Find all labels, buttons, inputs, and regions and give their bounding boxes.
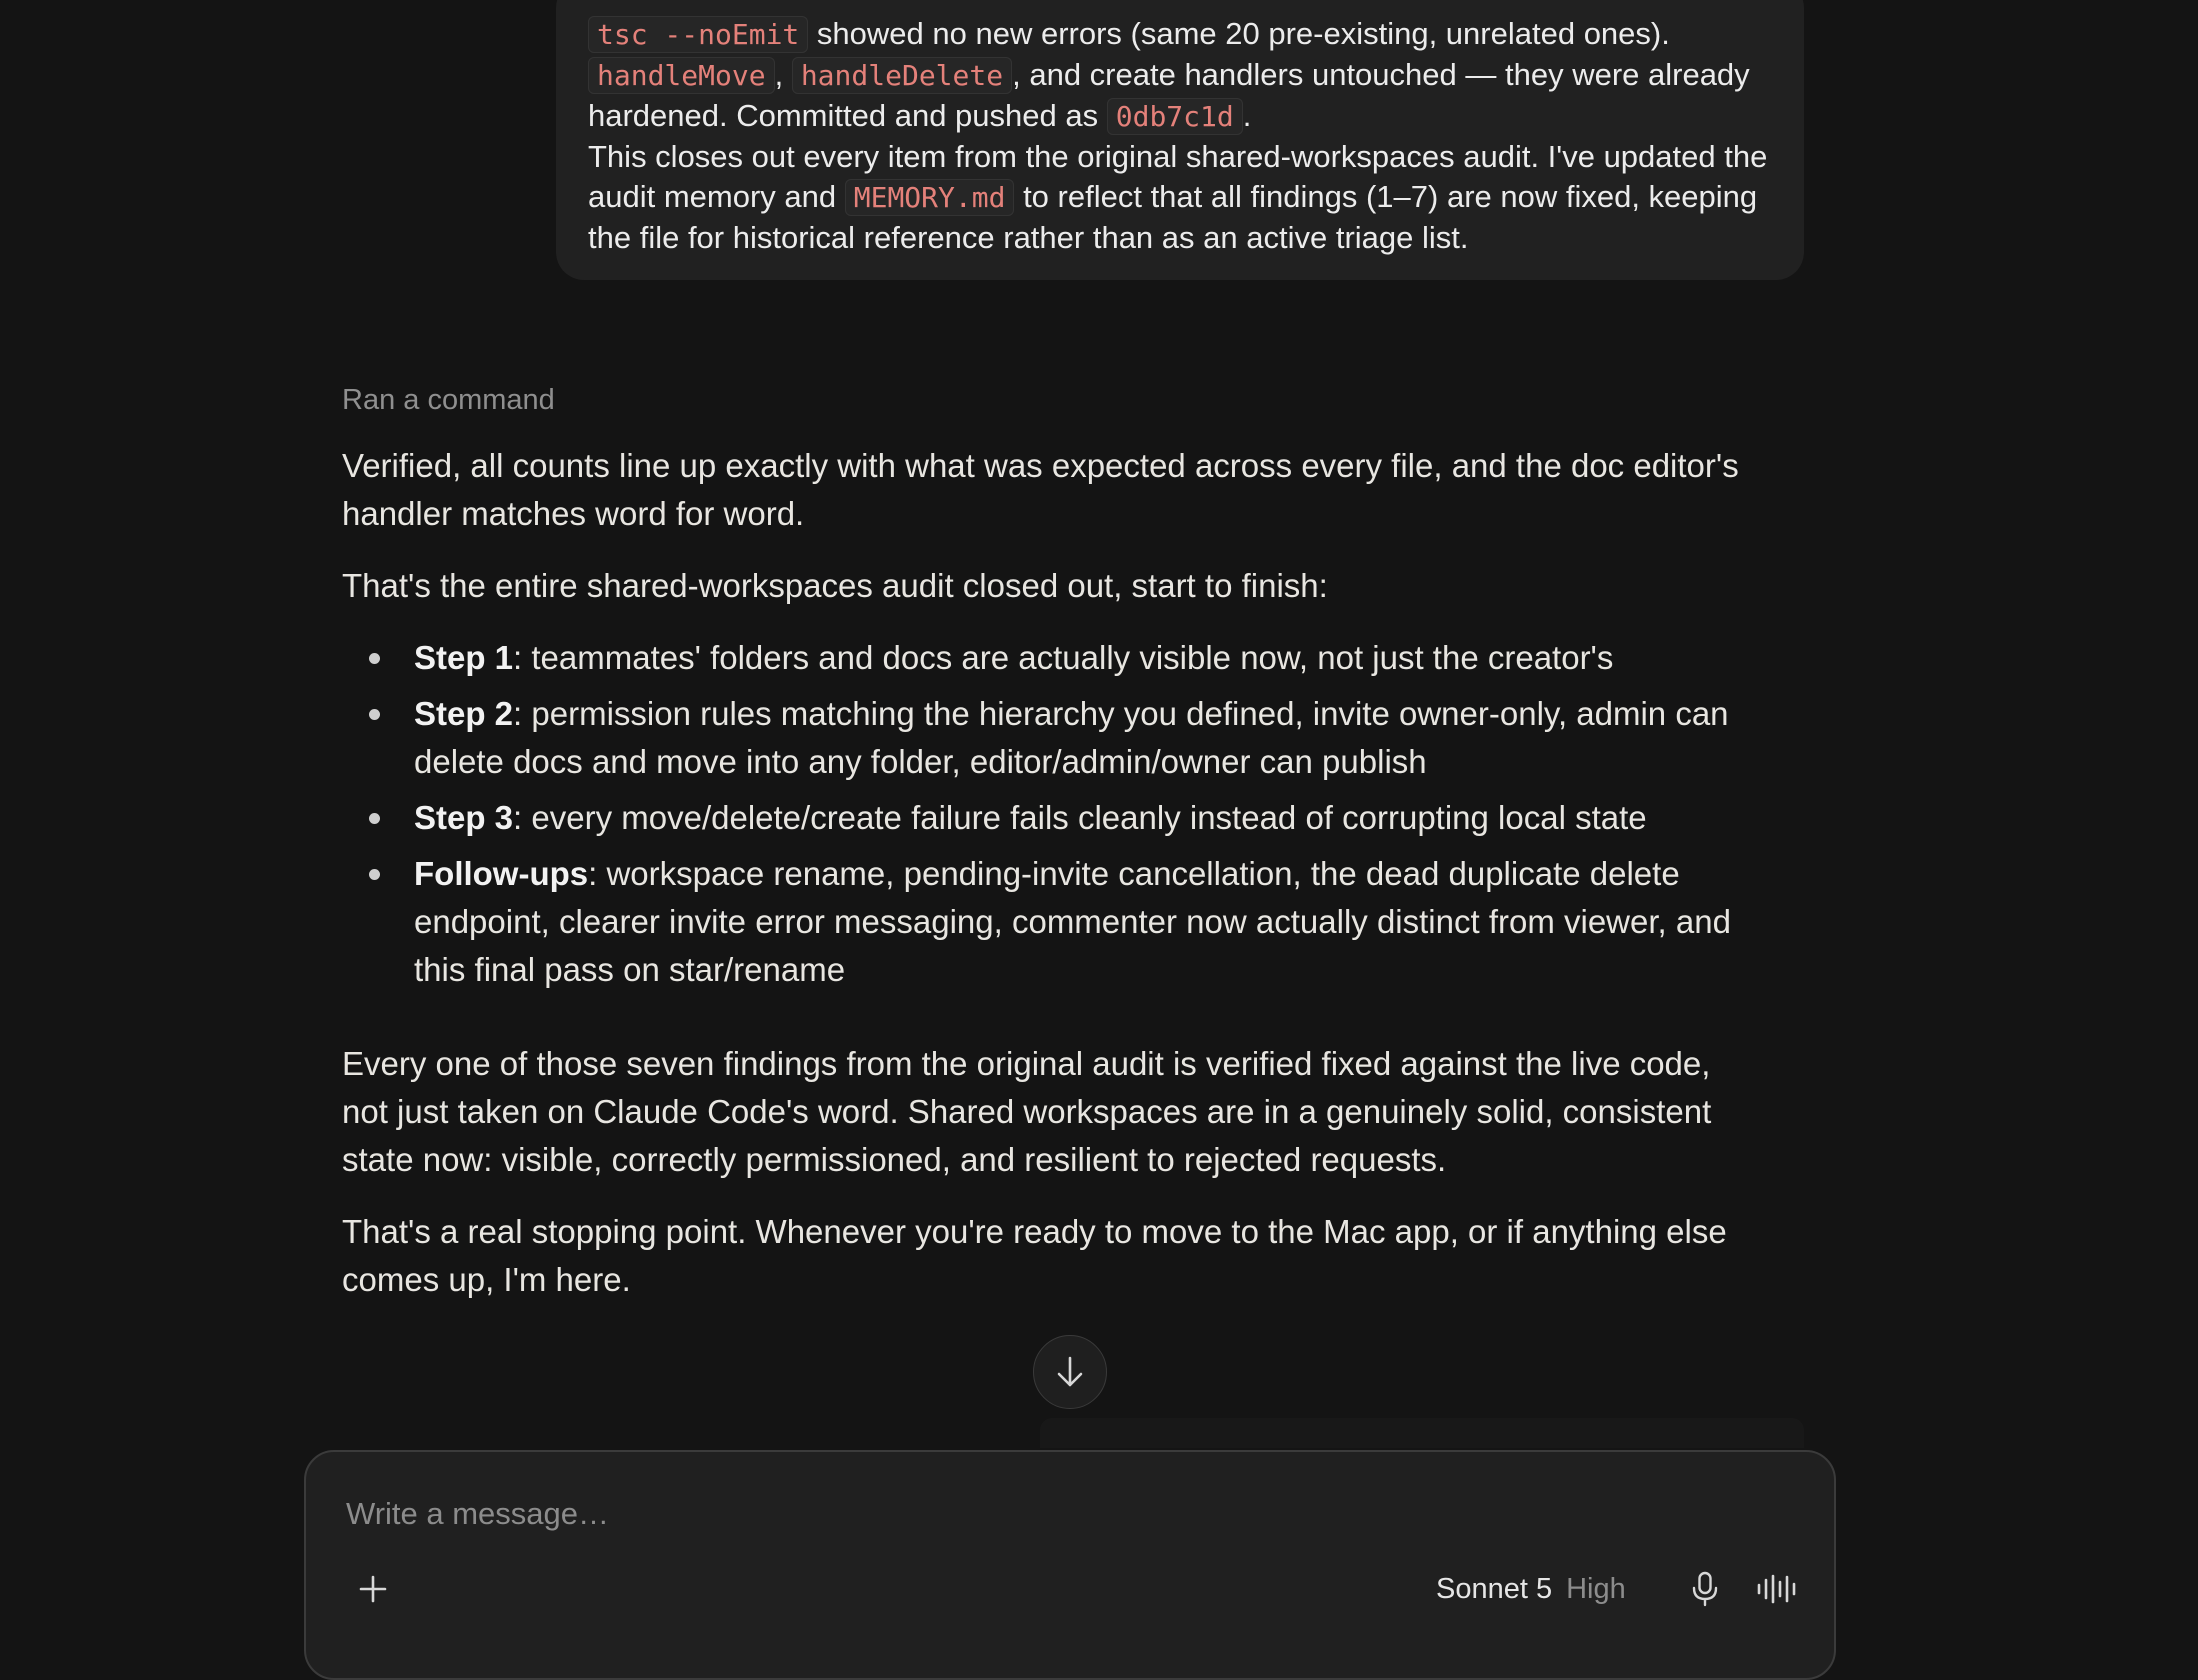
paragraph: That's the entire shared-workspaces audit closed out, start to finish: bbox=[342, 567, 1328, 604]
inline-code: handleDelete bbox=[792, 57, 1012, 94]
step-title: Step 3 bbox=[414, 799, 514, 836]
message-text: to reflect that all findings (1–7) are now fixed, keeping the file for historical reference rather than as an active triage list. bbox=[588, 179, 1758, 255]
user-message-text bbox=[588, 14, 1772, 258]
message-text: . bbox=[1242, 98, 1252, 133]
message-composer bbox=[304, 1450, 1836, 1680]
list-item bbox=[342, 690, 1742, 786]
message-text: This closes out every item from the original shared-workspaces audit. I've updated the audit memory and bbox=[588, 139, 1768, 214]
message-fade-edge bbox=[1040, 1418, 1804, 1448]
list-item bbox=[342, 850, 1742, 994]
waveform-icon bbox=[1756, 1574, 1800, 1604]
voice-mode-button[interactable] bbox=[1752, 1564, 1804, 1614]
message-text: showed no new errors (same 20 pre-existing, unrelated ones). bbox=[808, 16, 1670, 51]
dictation-button[interactable] bbox=[1680, 1564, 1730, 1614]
inline-code: handleMove bbox=[588, 57, 775, 94]
step-text: : workspace rename, pending-invite cancellation, the dead duplicate delete endpoint, clearer invite error messaging, commenter now actually distinct from viewer, and this final pass on star/rename bbox=[414, 855, 1731, 988]
step-title: Step 1 bbox=[414, 639, 514, 676]
user-message-bubble bbox=[556, 0, 1804, 280]
ran-command-toggle[interactable]: Ran a command bbox=[342, 384, 555, 416]
step-text: : teammates' folders and docs are actually visible now, not just the creator's bbox=[513, 639, 1614, 676]
step-title: Follow-ups bbox=[414, 855, 589, 892]
paragraph: Every one of those seven findings from the original audit is verified fixed against the live code, not just taken on Claude Code's word. Shared workspaces are in a genuinely solid, consistent state now: visible, correctly permissioned, and resilient to rejected requests. bbox=[342, 1045, 1712, 1178]
model-effort: High bbox=[1566, 1572, 1626, 1605]
scroll-to-bottom-button[interactable] bbox=[1033, 1335, 1107, 1409]
paragraph: That's a real stopping point. Whenever you're ready to move to the Mac app, or if anything else comes up, I'm here. bbox=[342, 1213, 1727, 1298]
message-input[interactable] bbox=[344, 1488, 1648, 1540]
plus-icon bbox=[358, 1574, 388, 1604]
microphone-icon bbox=[1690, 1571, 1720, 1607]
list-item bbox=[342, 794, 1742, 842]
assistant-message bbox=[342, 380, 1742, 1328]
step-text: : every move/delete/create failure fails cleanly instead of corrupting local state bbox=[513, 799, 1647, 836]
inline-code: tsc --noEmit bbox=[588, 16, 808, 53]
steps-list bbox=[342, 634, 1742, 994]
arrow-down-icon bbox=[1055, 1355, 1085, 1389]
step-title: Step 2 bbox=[414, 695, 514, 732]
message-text: , bbox=[774, 57, 792, 92]
paragraph: Verified, all counts line up exactly with what was expected across every file, and the doc editor's handler matches word for word. bbox=[342, 447, 1739, 532]
model-name: Sonnet 5 bbox=[1436, 1572, 1553, 1605]
model-selector[interactable] bbox=[1436, 1564, 1626, 1614]
message-text: , and create handlers untouched — they were already hardened. Committed and pushed as bbox=[588, 57, 1750, 133]
add-attachment-button[interactable] bbox=[348, 1564, 398, 1614]
list-item bbox=[342, 634, 1742, 682]
inline-code: MEMORY.md bbox=[845, 179, 1015, 216]
commit-hash: 0db7c1d bbox=[1107, 98, 1243, 135]
step-text: : permission rules matching the hierarchy you defined, invite owner-only, admin can delete docs and move into any folder, editor/admin/owner can publish bbox=[414, 695, 1729, 780]
